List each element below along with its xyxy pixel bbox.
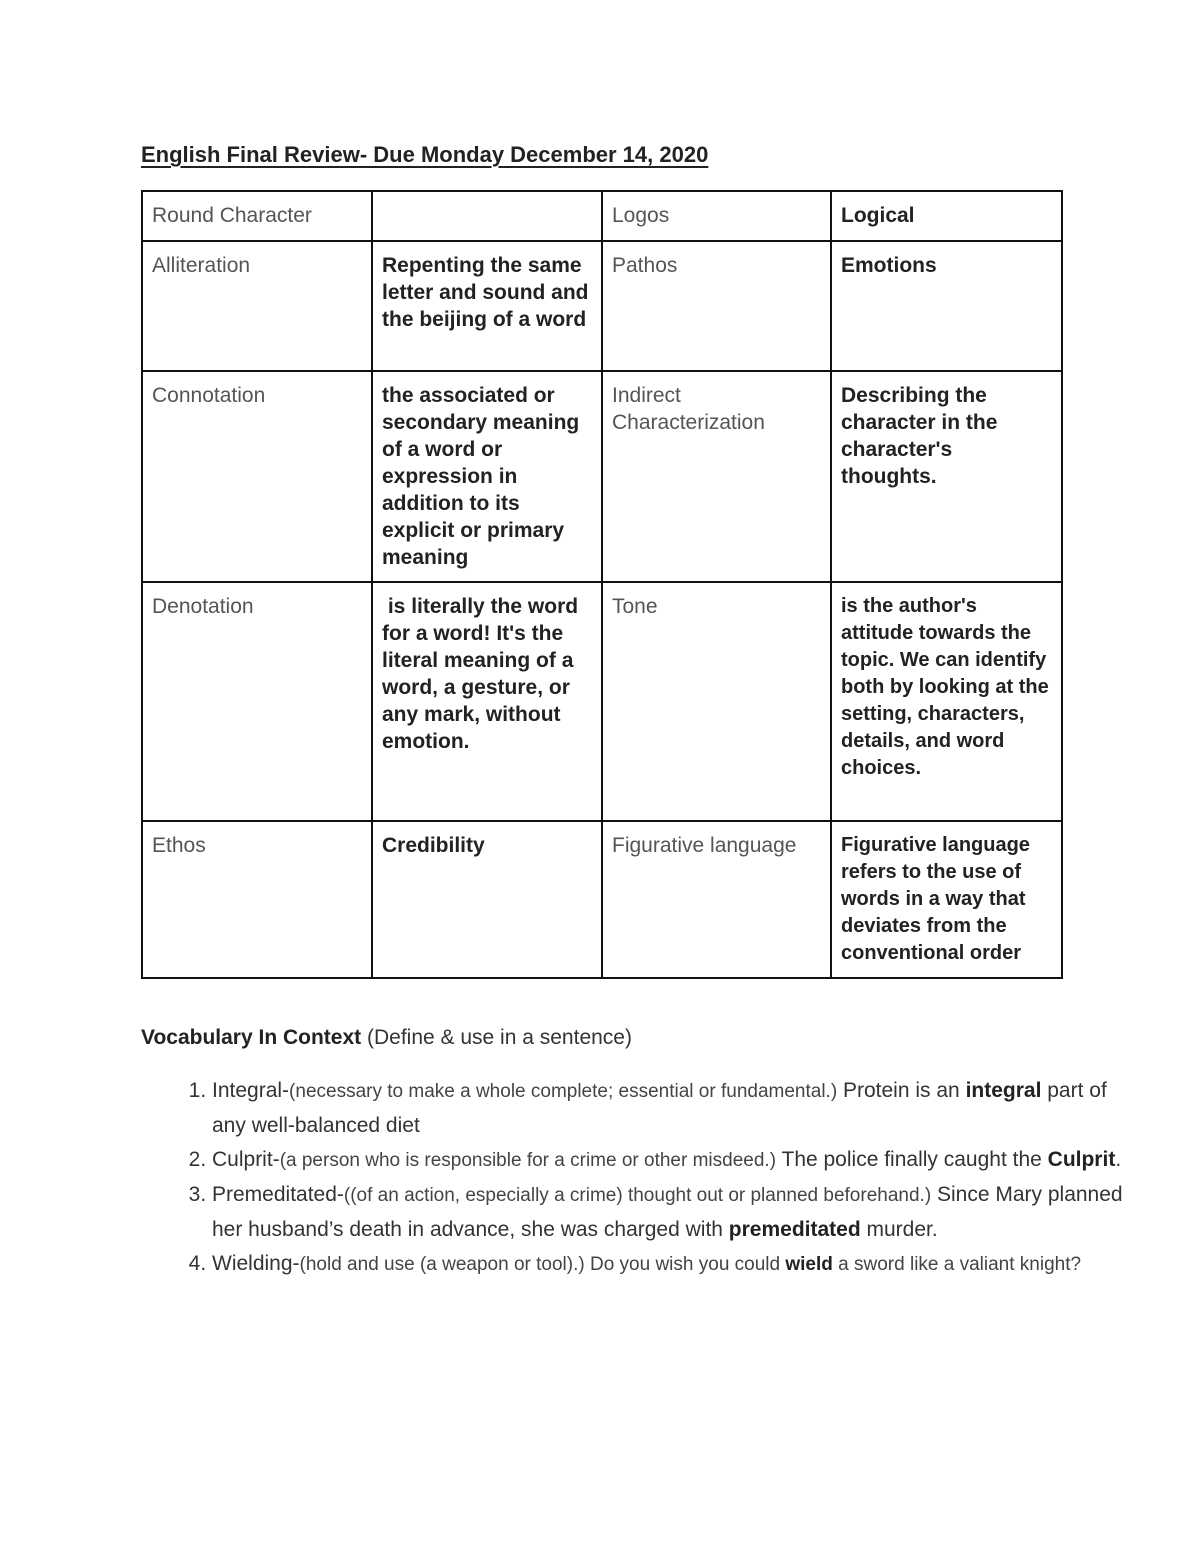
term-cell: Connotation bbox=[142, 371, 372, 582]
vocab-word: Culprit- bbox=[212, 1148, 280, 1171]
definition-cell: Logical bbox=[831, 191, 1062, 241]
table-row bbox=[142, 371, 1062, 582]
definition-cell: Figurative language refers to the use of words in a way that deviates from the conventional order bbox=[831, 821, 1062, 978]
vocab-definition: (necessary to make a whole complete; essential or fundamental.) bbox=[289, 1081, 838, 1102]
vocab-definition: (hold and use (a weapon or tool).) bbox=[299, 1254, 585, 1275]
vocab-sentence: The police finally caught the bbox=[776, 1148, 1048, 1171]
definition-cell bbox=[372, 191, 602, 241]
term-cell: Alliteration bbox=[142, 241, 372, 371]
vocab-definition: ((of an action, especially a crime) thought out or planned beforehand.) bbox=[343, 1185, 932, 1206]
list-item bbox=[212, 1247, 1142, 1282]
definition-cell: Emotions bbox=[831, 241, 1062, 371]
definition-cell: Repenting the same letter and sound and the beijing of a word bbox=[372, 241, 602, 371]
vocab-keyword: integral bbox=[965, 1079, 1042, 1102]
term-cell: Tone bbox=[602, 582, 831, 821]
list-item bbox=[212, 1143, 1142, 1178]
list-item bbox=[212, 1178, 1142, 1247]
vocab-sentence: a sword like a valiant knight? bbox=[832, 1254, 1082, 1275]
vocab-word: Integral- bbox=[212, 1079, 290, 1102]
vocab-word: Premeditated- bbox=[212, 1183, 344, 1206]
table-row bbox=[142, 191, 1062, 241]
vocab-sentence: Do you wish you could bbox=[584, 1254, 786, 1275]
vocab-sentence: murder. bbox=[860, 1218, 938, 1241]
list-item bbox=[212, 1074, 1142, 1143]
vocab-heading-bold: Vocabulary In Context bbox=[141, 1026, 362, 1049]
definition-cell: is the author's attitude towards the topic. We can identify both by looking at the setting, characters, details, and word choices. bbox=[831, 582, 1062, 821]
vocab-keyword: Culprit bbox=[1047, 1148, 1116, 1171]
vocab-sentence: part of any well-balanced diet bbox=[212, 1079, 1107, 1137]
vocab-sentence: . bbox=[1115, 1148, 1122, 1171]
vocab-word: Wielding- bbox=[212, 1252, 300, 1275]
definition-cell: Describing the character in the character's thoughts. bbox=[831, 371, 1062, 582]
definition-cell: is literally the word for a word! It's the literal meaning of a word, a gesture, or any mark, without emotion. bbox=[372, 582, 602, 821]
term-cell: Ethos bbox=[142, 821, 372, 978]
term-cell: Round Character bbox=[142, 191, 372, 241]
term-cell: Figurative language bbox=[602, 821, 831, 978]
definition-cell: Credibility bbox=[372, 821, 602, 978]
vocab-keyword: wield bbox=[785, 1254, 833, 1275]
vocab-keyword: premeditated bbox=[728, 1218, 861, 1241]
definition-cell: the associated or secondary meaning of a word or expression in addition to its explicit or primary meaning bbox=[372, 371, 602, 582]
page-title: English Final Review- Due Monday December 14, 2020 bbox=[141, 142, 709, 167]
review-table bbox=[141, 190, 1063, 979]
term-cell: Logos bbox=[602, 191, 831, 241]
term-cell: Denotation bbox=[142, 582, 372, 821]
term-cell: Indirect Characterization bbox=[602, 371, 831, 582]
table-row bbox=[142, 821, 1062, 978]
term-cell: Pathos bbox=[602, 241, 831, 371]
table-row bbox=[142, 582, 1062, 821]
vocab-sentence: Protein is an bbox=[837, 1079, 966, 1102]
vocab-sentence: Since Mary planned her husband’s death in advance, she was charged with bbox=[212, 1183, 1123, 1241]
vocab-list bbox=[141, 1074, 1142, 1282]
table-row bbox=[142, 241, 1062, 371]
vocab-heading bbox=[141, 1026, 632, 1050]
vocab-heading-note: (Define & use in a sentence) bbox=[361, 1026, 632, 1049]
vocab-definition: (a person who is responsible for a crime or other misdeed.) bbox=[279, 1150, 777, 1171]
